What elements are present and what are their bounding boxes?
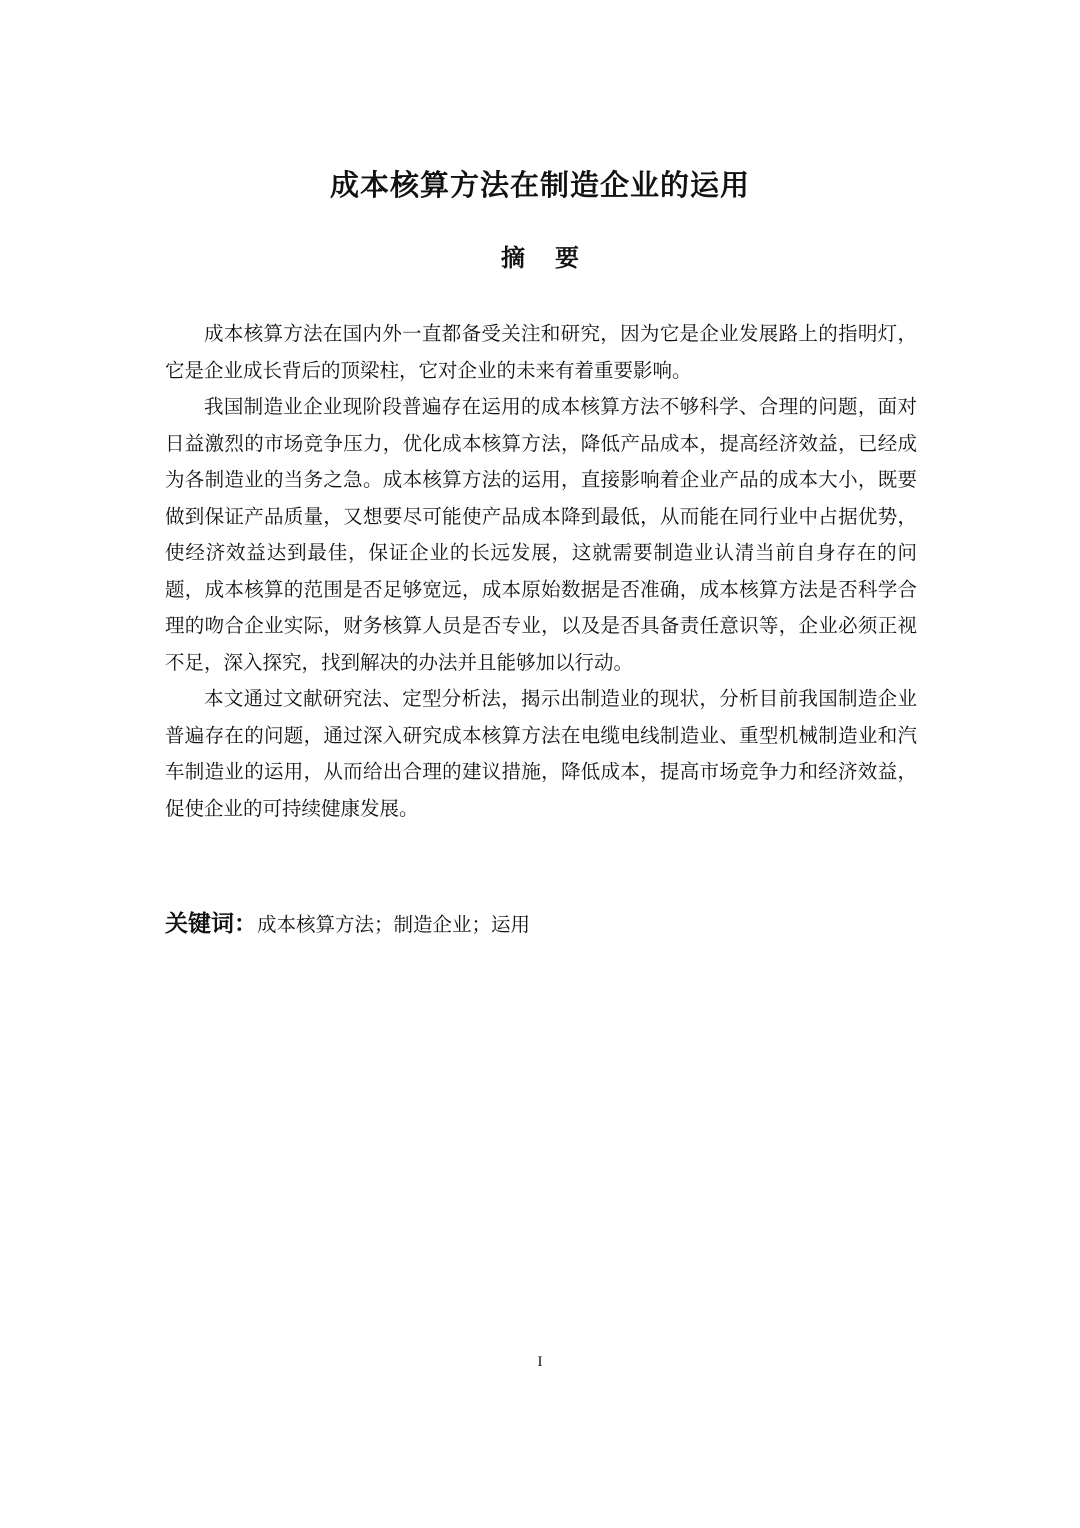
- page-number: I: [537, 1354, 543, 1370]
- abstract-heading-char-1: 摘: [501, 244, 525, 272]
- document-title: 成本核算方法在制造企业的运用: [329, 168, 750, 202]
- keywords-line: [165, 906, 530, 943]
- abstract-heading-char-2: 要: [555, 244, 579, 272]
- keywords-label: 关键词：: [165, 911, 257, 937]
- abstract-paragraph-2: 我国制造业企业现阶段普遍存在运用的成本核算方法不够科学、合理的问题，面对日益激烈的市场竞争压力，优化成本核算方法，降低产品成本，提高经济效益，已经成为各制造业的当务之急。成本核算方法的运用，直接影响着企业产品的成本大小，既要做到保证产品质量，又想要尽可能使产品成本降到最低，从而能在同行业中占据优势，使经济效益达到最佳，保证企业的长远发展，这就需要制造业认清当前自身存在的问题，成本核算的范围是否足够宽远，成本原始数据是否准确，成本核算方法是否科学合理的吻合企业实际，财务核算人员是否专业，以及是否具备责任意识等，企业必须正视不足，深入探究，找到解决的办法并且能够加以行动。: [165, 395, 917, 674]
- abstract-heading: [0, 240, 1080, 276]
- abstract-body: [165, 316, 917, 827]
- abstract-paragraph-1: 成本核算方法在国内外一直都备受关注和研究，因为它是企业发展路上的指明灯，它是企业成长背后的顶梁柱，它对企业的未来有着重要影响。: [165, 322, 917, 382]
- keywords-values: 成本核算方法；制造企业；运用: [257, 913, 531, 936]
- abstract-paragraph-3: 本文通过文献研究法、定型分析法，揭示出制造业的现状，分析目前我国制造企业普遍存在的问题，通过深入研究成本核算方法在电缆电线制造业、重型机械制造业和汽车制造业的运用，从而给出合理的建议措施，降低成本，提高市场竞争力和经济效益，促使企业的可持续健康发展。: [165, 687, 917, 820]
